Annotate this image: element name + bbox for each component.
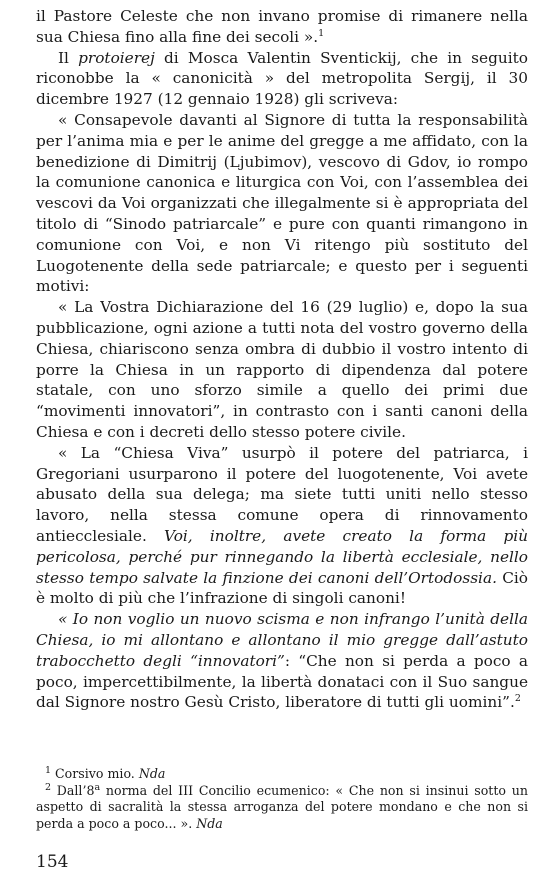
paragraph-4-text: « La Vostra Dichiarazione del 16 (29 luglio) e, dopo la sua pubblicazione, ogni azione a tutti nota del vostro governo della Chiesa, chiariscono senza ombra di dubbio il vostro intento di porre la Chiesa in un rapporto di dipendenza dal potere statale, con uno sforzo simile a quello dei primi due “movimenti innovatori”, in contrasto con i santi canoni della Chiesa e con i decreti dello stesso potere civile.: [36, 298, 528, 441]
paragraph-5-text-a: « La “Chiesa Viva” usurpò il potere del patriarca, i Gregoriani usurparono il potere del luogotenente, Voi avete abusato della sua delega; ma siete tutti uniti nello stesso lavoro, nella stessa comune opera di rinnovamento antiecclesiale.: [36, 443, 528, 545]
footnote-1-number: 1: [45, 764, 52, 776]
footnote-2: [36, 783, 528, 833]
footnote-2-text-a: Dall’8: [51, 782, 95, 798]
paragraph-5-italic: Voi, inoltre, avete creato la forma più pericolosa, perché pur rinnegando la libertà ecclesiale, nello stesso tempo salvate la finzione dei canoni dell’Ortodossia.: [36, 526, 528, 587]
footnote-1-nda: Nda: [138, 766, 166, 781]
footnote-ref-1: 1: [318, 27, 325, 39]
footnote-1: [36, 766, 528, 783]
paragraph-6-italic: « Io non voglio un nuovo scisma e non infrango l’unità della Chiesa, io mi allontano e allontano il mio gregge dall’astuto trabocchetto degli “innovatori”: [36, 610, 528, 670]
footnote-ref-2: 2: [514, 693, 521, 705]
paragraph-3-text: « Consapevole davanti al Signore di tutta la responsabilità per l’anima mia e per le anime del gregge a me affidato, con la benedizione di Dimitrij (Ljubimov), vescovo di Gdov, io rompo la comunione canonica e liturgica con Voi, con l’assemblea dei vescovi da Voi organizzati che illegalmente si è appropriata del titolo di “Sinodo patriarcale” e pure con quanti rimangono in comunione con Voi, e non Vi ritengo più sostituto del Luogotenente della sede patriarcale; e questo per i seguenti motivi:: [36, 110, 528, 296]
paragraph-2-text-a: Il: [58, 48, 79, 67]
footnote-2-nda: Nda: [196, 815, 223, 831]
paragraph-5-text-b: Ciò è molto di più che l’infrazione di singoli canoni!: [36, 568, 529, 608]
paragraph-1-text: il Pastore Celeste che non invano promise di rimanere nella sua Chiesa fino alla fine dei secoli ».: [36, 7, 528, 46]
footnote-2-number: 2: [45, 781, 52, 793]
footnote-1-text: Corsivo mio.: [51, 766, 139, 781]
paragraph-3: [36, 110, 528, 297]
paragraph-4: [36, 297, 528, 443]
footnote-2-text-b: norma del III Concilio ecumenico: « Che non si insinui sotto un aspetto di sacralità la stessa arroganza del potere mondano e che non si perda a poco a poco... ».: [36, 782, 528, 831]
footnote-2-ordinal: a: [94, 781, 101, 793]
paragraph-2-italic-term: protoierej: [78, 48, 155, 67]
paragraph-6-text: : “Che non si perda a poco a poco, impercettibilmente, la libertà donataci con il Suo sangue dal Signore nostro Gesù Cristo, liberatore di tutti gli uomini”.: [36, 651, 528, 712]
paragraph-5: [36, 443, 528, 609]
paragraph-1: [36, 6, 528, 48]
footnotes: [36, 766, 528, 832]
paragraph-2: [36, 48, 528, 110]
paragraph-6: [36, 609, 528, 713]
page-number: 154: [36, 852, 69, 872]
paragraph-2-text-b: di Mosca Valentin Sventickij, che in seguito riconobbe la « canonicità » del metropolita Sergij, il 30 dicembre 1927 (12 gennaio 1928) gli scriveva:: [36, 48, 528, 109]
page-body: [36, 6, 528, 713]
